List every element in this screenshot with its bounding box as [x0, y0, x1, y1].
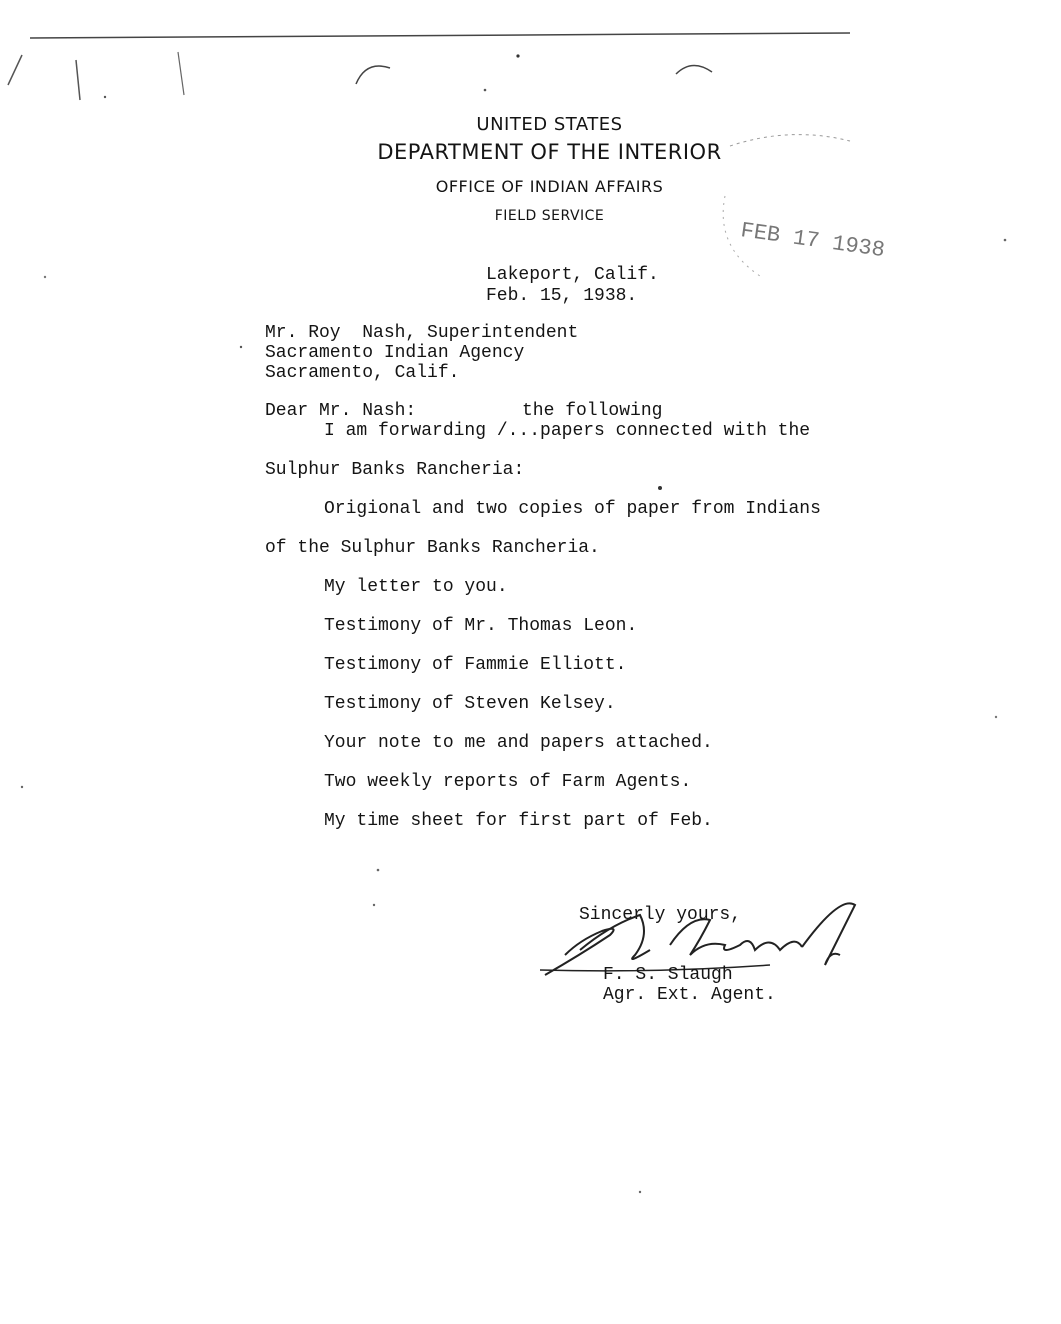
- list-item: Testimony of Steven Kelsey.: [324, 694, 616, 714]
- list-item: Testimony of Mr. Thomas Leon.: [324, 616, 638, 636]
- item-original-line-2: of the Sulphur Banks Rancheria.: [265, 538, 600, 558]
- item-original-line-1: Origional and two copies of paper from Indians: [324, 499, 821, 519]
- list-item: My letter to you.: [324, 577, 508, 597]
- letterhead-office: OFFICE OF INDIAN AFFAIRS: [435, 177, 664, 196]
- letterhead-field-service: FIELD SERVICE: [494, 208, 605, 224]
- letterhead-department: DEPARTMENT OF THE INTERIOR: [377, 140, 722, 164]
- complimentary-close: Sincerly yours,: [579, 905, 742, 925]
- addressee-name: Mr. Roy Nash, Superintendent: [265, 323, 579, 343]
- date-line: Feb. 15, 1938.: [486, 286, 638, 306]
- place-line: Lakeport, Calif.: [486, 265, 659, 285]
- addressee-city: Sacramento, Calif.: [265, 363, 460, 383]
- list-item: Two weekly reports of Farm Agents.: [324, 772, 692, 792]
- handwritten-insertion: the following: [522, 401, 663, 421]
- list-item: My time sheet for first part of Feb.: [324, 811, 713, 831]
- addressee-agency: Sacramento Indian Agency: [265, 343, 525, 363]
- letterhead-united-states: UNITED STATES: [476, 114, 623, 135]
- stamp-text: FEB 17 1938: [739, 218, 887, 264]
- list-item: Testimony of Fammie Elliott.: [324, 655, 627, 675]
- intro-line-2: Sulphur Banks Rancheria:: [265, 460, 525, 480]
- signatory-name: F. S. Slaugh: [603, 965, 733, 985]
- intro-line-1: I am forwarding /...papers connected with the: [324, 421, 811, 441]
- list-item: Your note to me and papers attached.: [324, 733, 713, 753]
- salutation: Dear Mr. Nash:: [265, 401, 417, 421]
- signatory-title: Agr. Ext. Agent.: [603, 985, 776, 1005]
